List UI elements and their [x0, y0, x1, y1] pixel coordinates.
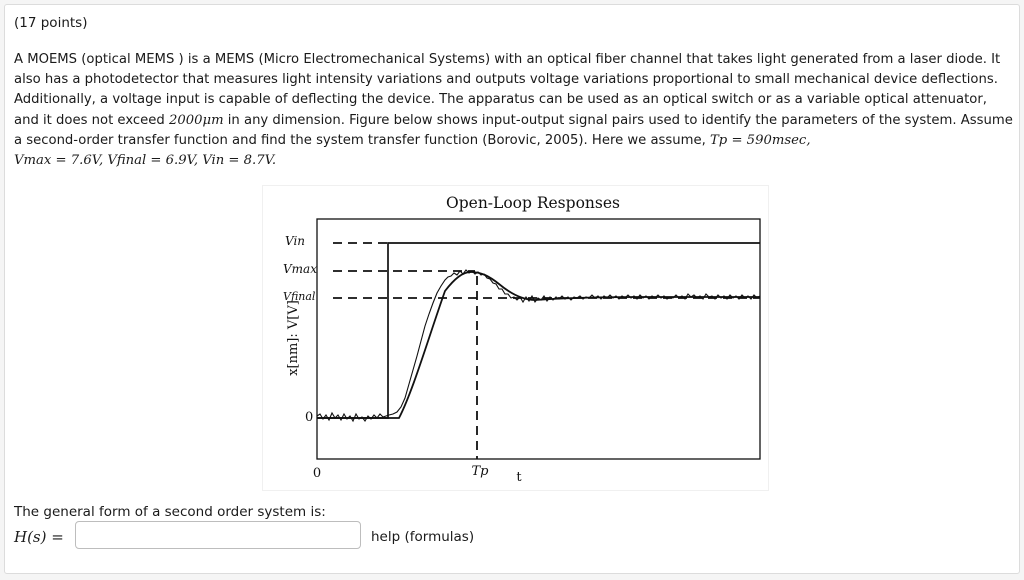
problem-text-part2: in any dimension. Figure below shows input-output signal pairs used to identify the parameters of the system. Assume a second-order transfer function and find the system transfer function (Borovic, 2005). Here we assume, [14, 112, 1013, 148]
vfinal-label: Vfinal [283, 290, 316, 303]
x-zero-label: 0 [312, 466, 322, 481]
question-card [4, 4, 1020, 574]
vin-label: Vin [285, 234, 306, 248]
t-axis-label: t [516, 470, 522, 485]
answer-input[interactable] [75, 521, 361, 549]
response-chart [263, 186, 768, 490]
measured-response-series [317, 270, 760, 421]
problem-text [14, 50, 1014, 171]
deflection-math: 2000μm [168, 112, 224, 128]
help-formulas-link[interactable]: help (formulas) [371, 529, 475, 545]
input-step-series [317, 243, 760, 418]
output-response-series [317, 272, 760, 418]
tp-label: Tp [471, 464, 489, 479]
voltages-math: Vmax = 7.6V, Vfinal = 6.9V, Vin = 8.7V. [14, 153, 277, 169]
open-loop-figure [262, 185, 769, 491]
points-label: (17 points) [14, 15, 88, 31]
general-form-label: The general form of a second order system is: [14, 504, 326, 520]
y-axis-label: x[nm]: V[V] [286, 300, 301, 376]
y-zero-label: 0 [305, 410, 314, 425]
tp-math: Tp = 590msec, [710, 132, 811, 148]
vmax-label: Vmax [283, 262, 317, 276]
h-of-s-label: H(s) = [14, 528, 64, 546]
plot-frame [317, 219, 760, 459]
problem-text-part1: A MOEMS (optical MEMS ) is a MEMS (Micro Electromechanical Systems) with an optical fiber channel that takes light generated from a laser diode. It also has a photodetector that measures light intensity variations and outputs voltage variations proportional to small mechanical device deflections. Additionally, a voltage input is capable of deflecting the device. The apparatus can be used as an optical switch or as a variable optical attenuator, and it does not exceed [14, 52, 1001, 128]
chart-title: Open-Loop Responses [446, 194, 620, 212]
